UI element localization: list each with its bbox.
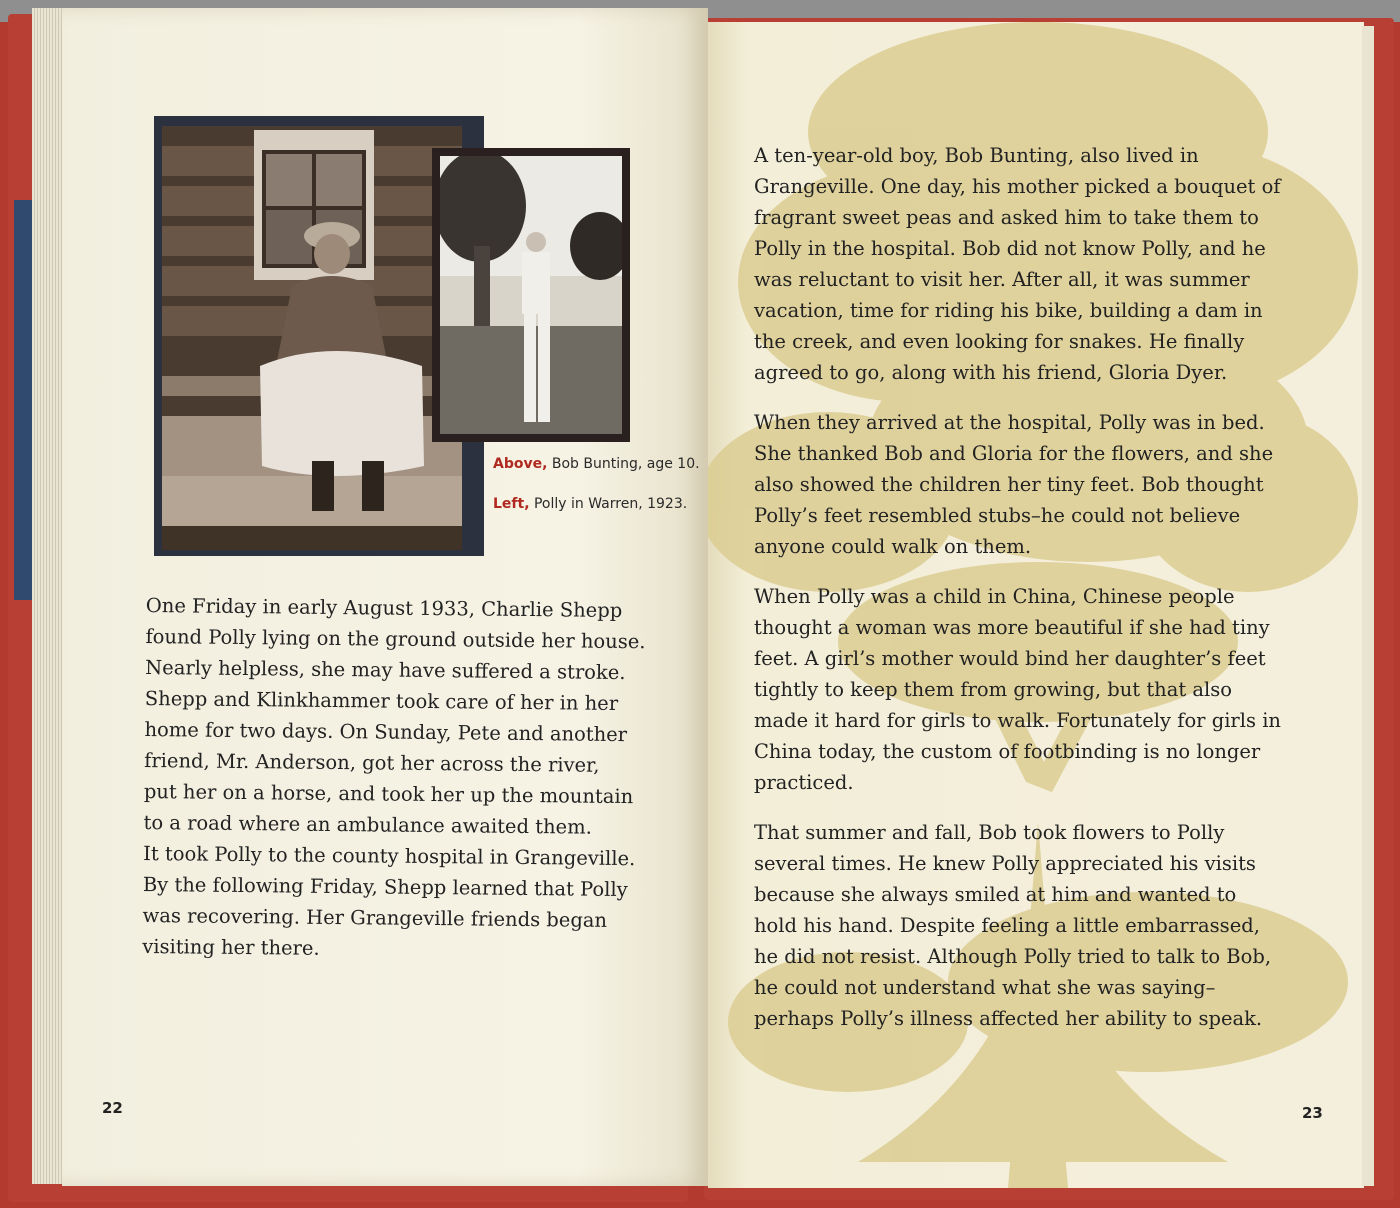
paragraph: That summer and fall, Bob took flowers to Polly several times. He knew Polly appreciated his visits because she always smiled at him and wanted to hold his hand. Despite feeling a little embarrassed, he did not resist. Although Polly tried to talk to Bob, he could not understand what she was saying–perhaps Polly’s illness affected her ability to speak. (754, 821, 1272, 1030)
body-line: put her on a horse, and took her up the mountain (143, 779, 634, 809)
caption-above-label: Above, (493, 456, 548, 472)
body-line: Nearly helpless, she may have suffered a stroke. (145, 655, 626, 685)
photo-polly-image (162, 126, 462, 550)
paragraph: When they arrived at the hospital, Polly was in bed. She thanked Bob and Gloria for the flowers, and she also showed the children her tiny feet. Bob thought Polly’s feet resembled stubs–he could not believe anyone could walk on them. (754, 411, 1274, 558)
body-line: One Friday in early August 1933, Charlie Shepp (145, 593, 623, 622)
page-number-left: 22 (102, 1099, 123, 1117)
left-page-body (142, 590, 674, 968)
body-line: was recovering. Her Grangeville friends began (142, 903, 608, 932)
caption-above-text: Bob Bunting, age 10. (551, 456, 700, 472)
caption-left (493, 496, 687, 512)
body-line: friend, Mr. Anderson, got her across the river, (144, 748, 600, 777)
photo-bob-image (440, 156, 622, 434)
right-page-body (754, 140, 1284, 1053)
paragraph: When Polly was a child in China, Chinese people thought a woman was more beautiful if she had tiny feet. A girl’s mother would bind her daughter’s feet tightly to keep them from growing, but that also made it hard for girls to walk. Fortunately for girls in China today, the custom of footbinding is no longer practiced. (754, 585, 1281, 794)
body-line: By the following Friday, Shepp learned that Polly (142, 872, 628, 902)
cover-spine-stripe (14, 200, 34, 600)
body-line: It took Polly to the county hospital in Grangeville. (143, 841, 636, 871)
body-line: home for two days. On Sunday, Pete and another (144, 717, 628, 747)
body-line: found Polly lying on the ground outside her house. (145, 624, 646, 654)
page-number-right: 23 (1302, 1104, 1323, 1122)
caption-above (493, 456, 700, 472)
body-line: visiting her there. (142, 934, 320, 960)
caption-left-text: Polly in Warren, 1923. (533, 496, 688, 512)
photo-bob-bunting (432, 148, 630, 442)
body-line: Shepp and Klinkhammer took care of her in her (144, 686, 619, 715)
caption-left-label: Left, (493, 496, 530, 512)
paragraph: A ten-year-old boy, Bob Bunting, also lived in Grangeville. One day, his mother picked a bouquet of fragrant sweet peas and asked him to take them to Polly in the hospital. Bob did not know Polly, and he was reluctant to visit her. After all, it was summer vacation, time for riding his bike, building a dam in the creek, and even looking for snakes. He finally agreed to go, along with his friend, Gloria Dyer. (754, 144, 1281, 384)
page-edge-right (1362, 26, 1374, 1186)
body-line: to a road where an ambulance awaited them. (143, 810, 592, 839)
